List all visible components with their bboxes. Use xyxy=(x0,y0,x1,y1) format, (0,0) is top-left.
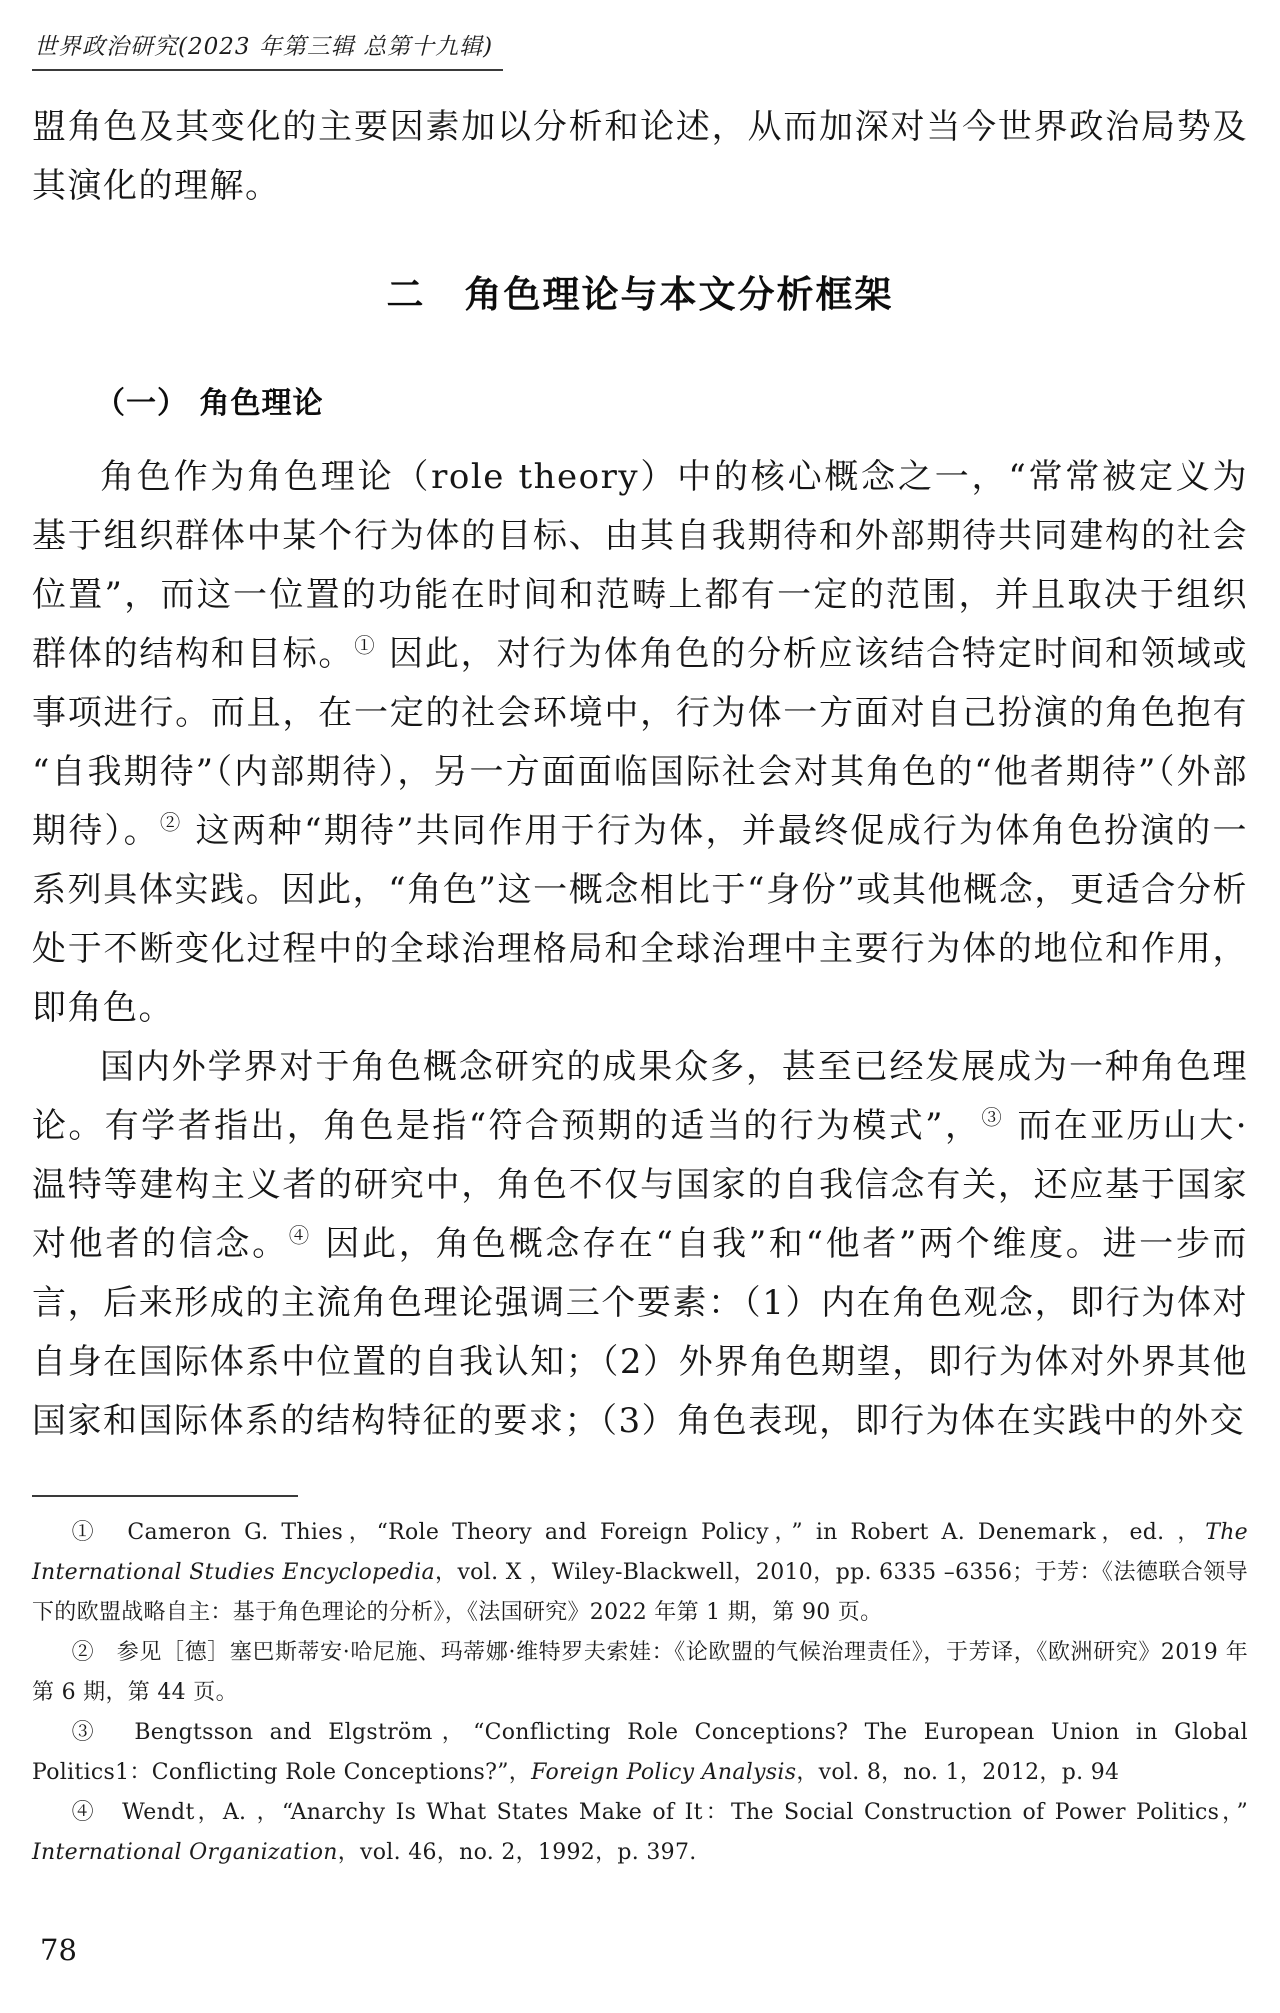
paragraph-continuation: 盟角色及其变化的主要因素加以分析和论述，从而加深对当今世界政治局势及其演化的理解。 xyxy=(32,107,1248,206)
page-footer xyxy=(32,1495,1248,1967)
footnote-divider xyxy=(32,1495,298,1497)
paragraph-role-research: 国内外学界对于角色概念研究的成果众多，甚至已经发展成为一种角色理论。有学者指出，角色是指“符合预期的适当的行为模式”，③ 而在亚历山大·温特等建构主义者的研究中，角色不仅与国家的自我信念有关，还应基于国家对他者的信念。④ 因此，角色概念存在“自我”和“他者”两个维度。进一步而言，后来形成的主流角色理论强调三个要素：（1）内在角色观念，即行为体对自身在国际体系中位置的自我认知；（2）外界角色期望，即行为体对外界其他国家和国际体系的结构特征的要求；（3）角色表现，即行为体在实践中的外交 xyxy=(32,1047,1249,1441)
footnote-1: ① Cameron G. Thies，“Role Theory and Foreign Policy，” in Robert A. Denemark，ed. ，The International Studies Encyclopedia，vol. Ⅹ ，Wiley-Blackwell，2010，pp. 6335 –6356；于芳：《法德联合领导下的欧盟战略自主：基于角色理论的分析》，《法国研究》2022 年第 1 期，第 90 页。 xyxy=(32,1520,1248,1625)
footnotes-block xyxy=(32,1513,1248,1873)
running-header xyxy=(32,28,1248,72)
footnote-3: ③ Bengtsson and Elgström，“Conflicting Role Conceptions? The European Union in Global Politics1：Conflicting Role Conceptions?”，Foreign Policy Analysis，vol. 8，no. 1，2012，p. 94 xyxy=(32,1720,1248,1785)
paragraph-role-concept: 角色作为角色理论（role theory）中的核心概念之一，“常常被定义为基于组织群体中某个行为体的目标、由其自我期待和外部期待共同建构的社会位置”，而这一位置的功能在时间和范畴上都有一定的范围，并且取决于组织群体的结构和目标。① 因此，对行为体角色的分析应该结合特定时间和领域或事项进行。而且，在一定的社会环境中，行为体一方面对自己扮演的角色抱有“自我期待”（内部期待），另一方面面临国际社会对其角色的“他者期待”（外部期待）。② 这两种“期待”共同作用于行为体，并最终促成行为体角色扮演的一系列具体实践。因此，“角色”这一概念相比于“身份”或其他概念，更适合分析处于不断变化过程中的全球治理格局和全球治理中主要行为体的地位和作用，即角色。 xyxy=(32,457,1249,1028)
page-number: 78 xyxy=(40,1933,77,1967)
footnote-4: ④ Wendt，A. ，“Anarchy Is What States Make of It：The Social Construction of Power Politics，” International Organization，vol. 46，no. 2，1992，p. 397. xyxy=(32,1800,1248,1865)
section-heading: 二 角色理论与本文分析框架 xyxy=(386,272,894,316)
footnote-2: ② 参见［德］塞巴斯蒂安·哈尼施、玛蒂娜·维特罗夫索娃：《论欧盟的气候治理责任》，于芳译，《欧洲研究》2019 年第 6 期，第 44 页。 xyxy=(32,1640,1248,1705)
journal-title: 世界政治研究(2023 年第三辑 总第十九辑) xyxy=(32,28,503,71)
page-body xyxy=(32,98,1248,1451)
subsection-heading: （一） 角色理论 xyxy=(95,386,324,421)
